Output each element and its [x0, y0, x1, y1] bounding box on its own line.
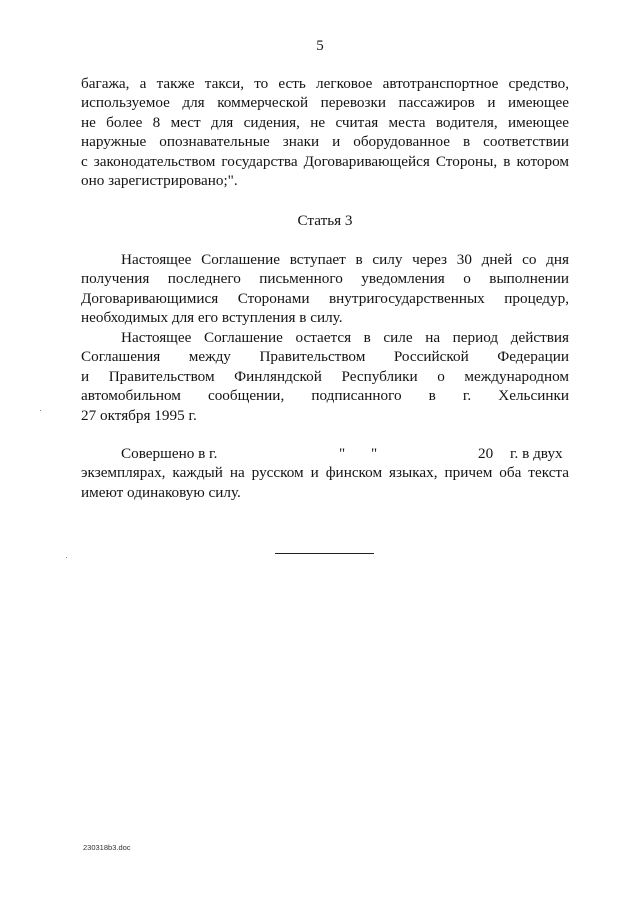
signoff-year-prefix: 20	[478, 445, 494, 462]
text-line: Соглашения между Правительством Российской Федерации	[81, 348, 569, 366]
closing-rule	[275, 553, 374, 554]
signoff-first-line	[81, 444, 569, 463]
footer-filename: 230318b3.doc	[83, 843, 131, 852]
text-line: Настоящее Соглашение вступает в силу через 30 дней со дня	[121, 251, 569, 268]
article-heading: Статья 3	[297, 212, 353, 229]
text-line: используемое для коммерческой перевозки пассажиров и имеющее	[81, 94, 569, 112]
signoff-quote-open: "	[339, 445, 346, 462]
text-line: Настоящее Соглашение остается в силе на период действия	[121, 329, 569, 346]
text-line: с законодательством государства Договаривающейся Стороны, в котором	[81, 152, 569, 170]
text-line: багажа, а также такси, то есть легковое автотранспортное средство,	[81, 75, 569, 92]
signoff-done-in: Совершено в г.	[121, 445, 218, 462]
text-line: Договаривающимися Сторонами внутригосударственных процедур,	[81, 289, 569, 307]
text-line: получения последнего письменного уведомления о выполнении	[81, 270, 569, 288]
text-line: 27 октября 1995 г.	[81, 406, 197, 424]
text-line: не более 8 мест для сидения, не считая места водителя, имеющее	[81, 113, 569, 131]
text-line: автомобильном сообщении, подписанного в г. Хельсинки	[81, 387, 569, 405]
text-line: имеют одинаковую силу.	[81, 483, 241, 501]
signoff-year-suffix: г. в двух	[510, 445, 563, 462]
signoff-paragraph	[81, 444, 569, 502]
page-number: 5	[316, 38, 324, 54]
text-line: и Правительством Финляндской Республики о международном	[81, 367, 569, 385]
text-line: наружные опознавательные знаки и оборудованное в соответствии	[81, 133, 569, 151]
article-paragraph-1	[81, 250, 569, 328]
scan-speck	[40, 410, 41, 411]
text-line: необходимых для его вступления в силу.	[81, 309, 343, 327]
intro-paragraph	[81, 74, 569, 190]
signoff-quote-close: "	[371, 445, 378, 462]
scan-speck	[66, 557, 67, 558]
text-line: экземплярах, каждый на русском и финском языках, причем оба текста	[81, 464, 569, 482]
text-line: оно зарегистрировано;".	[81, 171, 238, 189]
article-paragraph-2	[81, 328, 569, 425]
